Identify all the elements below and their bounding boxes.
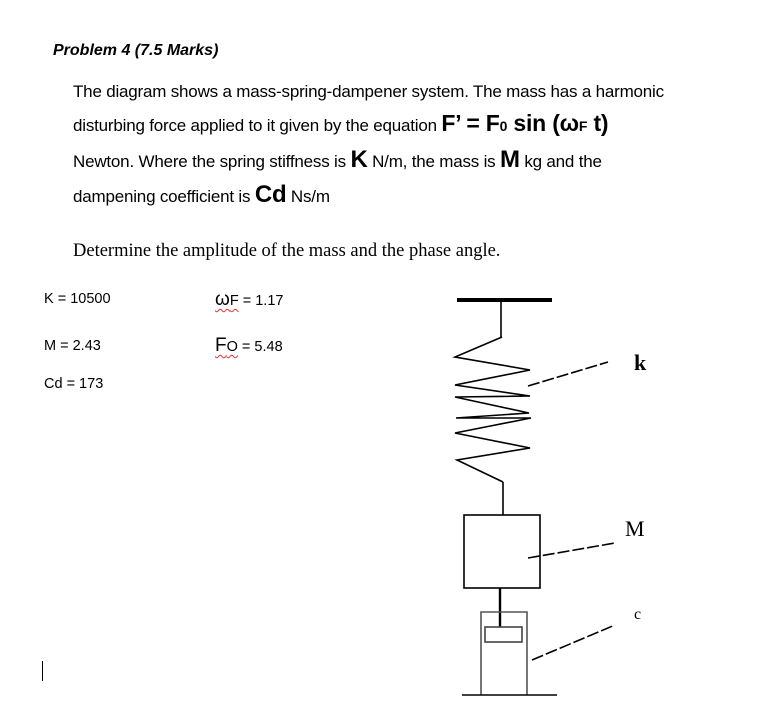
- eq-end: t): [587, 110, 609, 136]
- line3-a: Newton. Where the spring stiffness is: [73, 152, 351, 171]
- damper-leader-line: [532, 625, 615, 660]
- eq-sin: sin (ω: [507, 110, 579, 136]
- question-text: Determine the amplitude of the mass and the phase angle.: [73, 241, 501, 261]
- label-k: k: [634, 350, 647, 375]
- spring-leader-line: [528, 362, 608, 386]
- eq-f-prime: F’ = F: [441, 110, 500, 136]
- mass-leader-line: [528, 543, 615, 558]
- given-k: K = 10500: [44, 291, 111, 307]
- line3-b: N/m, the mass is: [367, 152, 501, 171]
- label-m: M: [625, 516, 645, 541]
- var-k: K: [350, 146, 368, 173]
- line4-b: Ns/m: [286, 187, 330, 206]
- given-cd: Cd = 173: [44, 376, 104, 392]
- damper-cylinder: [481, 612, 527, 695]
- line2-text: disturbing force applied to it given by the equation: [73, 116, 442, 135]
- omega-value: = 1.17: [238, 293, 284, 309]
- fo-sub: O: [226, 339, 238, 355]
- eq-sub-f: F: [578, 118, 588, 134]
- line4-a: dampening coefficient is: [73, 187, 255, 206]
- fo-char: F: [215, 335, 227, 356]
- paragraph-line-1: The diagram shows a mass-spring-dampener system. The mass has a harmonic: [73, 82, 664, 101]
- text-cursor: [42, 661, 43, 681]
- given-m: M = 2.43: [44, 338, 101, 354]
- label-c: c: [634, 606, 642, 623]
- problem-title: Problem 4 (7.5 Marks): [53, 42, 219, 59]
- var-cd: Cd: [254, 181, 287, 208]
- var-m: M: [500, 146, 520, 173]
- damper-piston: [485, 627, 522, 642]
- spring-zigzag: [455, 337, 531, 482]
- fo-value: = 5.48: [237, 339, 283, 355]
- omega-sub: F: [229, 293, 239, 309]
- line3-c: kg and the: [519, 152, 602, 171]
- mass-box: [464, 515, 540, 588]
- eq-sub-0: 0: [499, 118, 508, 134]
- omega-char: ω: [215, 289, 230, 310]
